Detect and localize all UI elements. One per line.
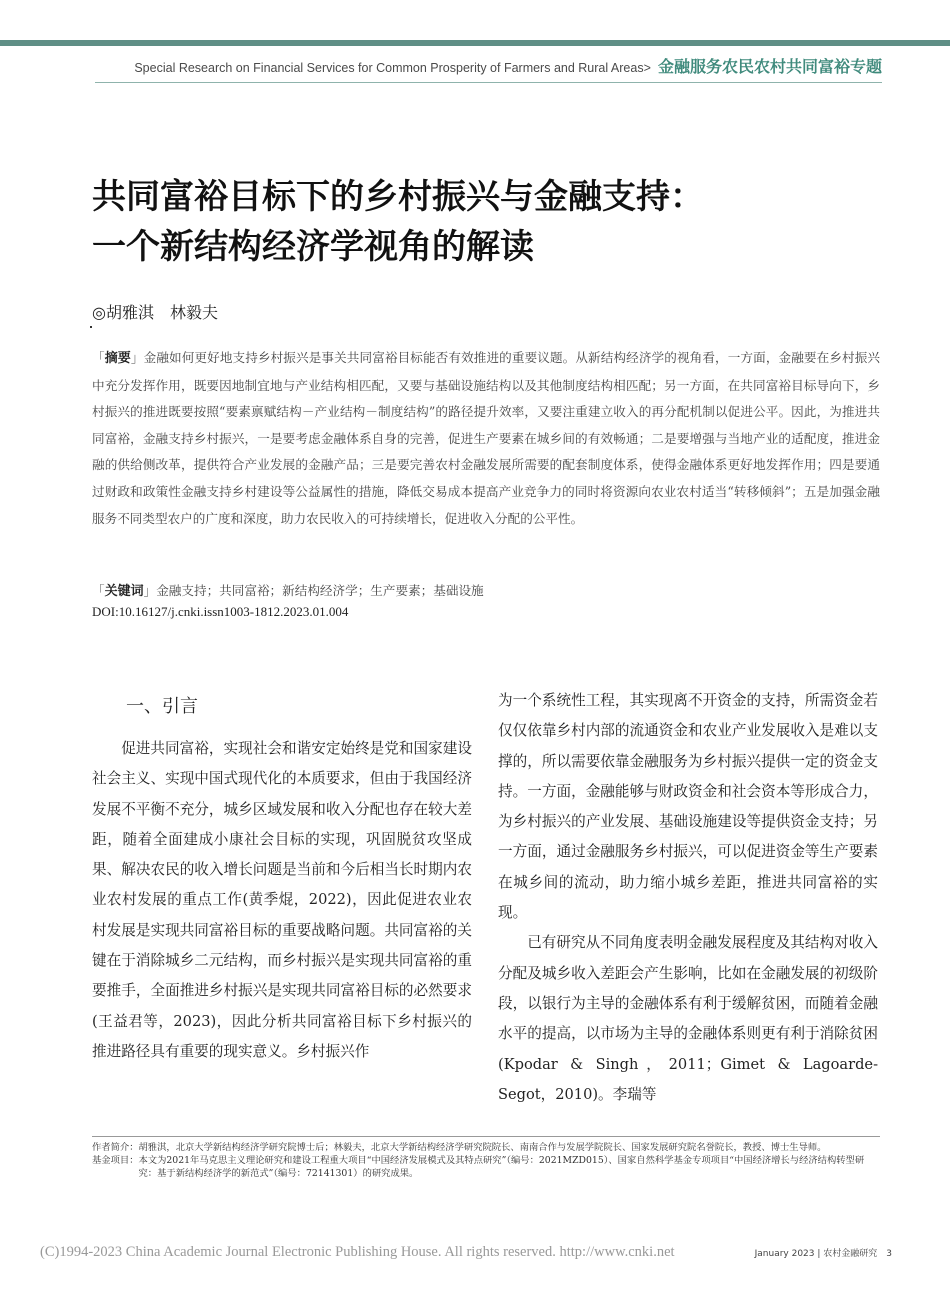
body-column-left xyxy=(92,734,472,1067)
header-english: Special Research on Financial Services for Common Prosperity of Farmers and Rural Areas> xyxy=(134,61,651,75)
footnote-author-label: 作者简介： xyxy=(92,1142,139,1153)
body-column-right xyxy=(498,686,878,1110)
copyright-watermark: (C)1994-2023 China Academic Journal Electronic Publishing House. All rights reserved. http://www.cnki.net xyxy=(40,1244,675,1260)
footnote-author xyxy=(92,1141,880,1154)
body-paragraph: 为一个系统性工程，其实现离不开资金的支持，所需资金若仅仅依靠乡村内部的流通资金和农业产业发展收入是难以支撑的，所以需要依靠金融服务为乡村振兴提供一定的资金支持。一方面，金融能够与财政资金和社会资本等形成合力，为乡村振兴的产业发展、基础设施建设等提供资金支持；另一方面，通过金融服务乡村振兴，可以促进资金等生产要素在城乡间的流动，助力缩小城乡差距，推进共同富裕的实现。 xyxy=(498,692,878,922)
body-paragraph: 已有研究从不同角度表明金融发展程度及其结构对收入分配及城乡收入差距会产生影响，比如在金融发展的初级阶段，以银行为主导的金融体系有利于缓解贫困，而随着金融水平的提高，以市场为主导的金融体系则更有利于消除贫困(Kpodar & Singh，2011；Gimet & Lagoarde-Segot，2010)。李瑞等 xyxy=(498,934,878,1103)
author-list: ◎胡雅淇 林毅夫 xyxy=(92,303,218,322)
keywords-text: 金融支持；共同富裕；新结构经济学；生产要素；基础设施 xyxy=(156,583,484,598)
header-chinese: 金融服务农民农村共同富裕专题 xyxy=(657,57,882,76)
decorative-dot xyxy=(90,326,92,328)
abstract: 「摘要」金融如何更好地支持乡村振兴是事关共同富裕目标能否有效推进的重要议题。从新结构经济学的视角看，一方面，金融要在乡村振兴中充分发挥作用，既要因地制宜地与产业结构相匹配，又要与基础设施结构以及其他制度结构相匹配；另一方面，在共同富裕目标导向下，乡村振兴的推进既要按照“要素禀赋结构－产业结构－制度结构”的路径提升效率，又要注重建立收入的再分配机制以促进公平。因此，为推进共同富裕，金融支持乡村振兴，一是要考虑金融体系自身的完善，促进生产要素在城乡间的有效畅通；二是要增强与当地产业的适配度，推进金融的供给侧改革，提供符合产业发展的金融产品；三是要完善农村金融发展所需要的配套制度体系，使得金融体系更好地发挥作用；四是要通过财政和政策性金融支持乡村建设等公益属性的措施，降低交易成本提高产业竞争力的同时将资源向农业农村适当“转移倾斜”；五是加强金融服务不同类型农户的广度和深度，助力农民收入的可持续增长，促进收入分配的公平性。 xyxy=(92,350,881,526)
footnote-fund-text: 本文为2021年马克思主义理论研究和建设工程重大项目“中国经济发展模式及其特点研究”（编号：2021MZD015）、国家自然科学基金专项项目“中国经济增长与经济结构转型研究：基于新结构经济学的新范式”（编号：72141301）的研究成果。 xyxy=(138,1155,865,1179)
abstract-text: 金融如何更好地支持乡村振兴是事关共同富裕目标能否有效推进的重要议题。从新结构经济学的视角看，一方面，金融要在乡村振兴中充分发挥作用，既要因地制宜地与产业结构相匹配，又要与基础设施结构以及其他制度结构相匹配；另一方面，在共同富裕目标导向下，乡村振兴的推进既要按照“要素禀赋结构－产业结构－制度结构”的路径提升效率，又要注重建立收入的再分配机制以促进公平。因此，为推进共同富裕，金融支持乡村振兴，一是要考虑金融体系自身的完善，促进生产要素在城乡间的有效畅通；二是要增强与当地产业的适配度，推进金融的供给侧改革，提供符合产业发展的金融产品；三是要完善农村金融发展所需要的配套制度体系，使得金融体系更好地发挥作用；四是要通过财政和政策性金融支持乡村建设等公益属性的措施，降低交易成本提高产业竞争力的同时将资源向农业农村适当“转移倾斜”；五是加强金融服务不同类型农户的广度和深度，助力农民收入的可持续增长，促进收入分配的公平性。 xyxy=(92,350,881,526)
keywords: 「关键词」金融支持；共同富裕；新结构经济学；生产要素；基础设施 xyxy=(92,583,484,599)
header-accent-bar xyxy=(0,40,950,46)
footnote-divider xyxy=(92,1136,880,1137)
body-paragraph: 促进共同富裕，实现社会和谐安定始终是党和国家建设社会主义、实现中国式现代化的本质要求，但由于我国经济发展不平衡不充分，城乡区域发展和收入分配也存在较大差距，随着全面建成小康社会目标的实现，巩固脱贫攻坚成果、解决农民的收入增长问题是当前和今后相当长时期内农业农村发展的重点工作(黄季焜，2022)，因此促进农业农村发展是实现共同富裕目标的重要战略问题。共同富裕的关键在于消除城乡二元结构，而乡村振兴是实现共同富裕的重要推手，全面推进乡村振兴是实现共同富裕目标的必然要求(王益君等，2023)，因此分析共同富裕目标下乡村振兴的推进路径具有重要的现实意义。乡村振兴作 xyxy=(92,740,472,1060)
section-heading: 一、引言 xyxy=(126,696,198,717)
article-title xyxy=(92,172,872,272)
abstract-label: 摘要 xyxy=(104,351,131,366)
running-header xyxy=(0,54,882,78)
keywords-label: 关键词 xyxy=(104,584,144,599)
footnote-fund-label: 基金项目： xyxy=(92,1155,139,1166)
header-divider xyxy=(95,82,882,83)
page-footer: January 2023 | 农村金融研究 3 xyxy=(754,1249,892,1259)
doi: DOI:10.16127/j.cnki.issn1003-1812.2023.01.004 xyxy=(92,604,349,619)
footnote-fund xyxy=(92,1154,880,1180)
footnotes xyxy=(92,1141,880,1180)
title-line-2: 一个新结构经济学视角的解读 xyxy=(92,227,534,267)
title-line-1: 共同富裕目标下的乡村振兴与金融支持： xyxy=(92,177,704,217)
footnote-author-text: 胡雅淇，北京大学新结构经济学研究院博士后；林毅夫，北京大学新结构经济学研究院院长、南南合作与发展学院院长、国家发展研究院名誉院长，教授、博士生导师。 xyxy=(138,1142,827,1153)
